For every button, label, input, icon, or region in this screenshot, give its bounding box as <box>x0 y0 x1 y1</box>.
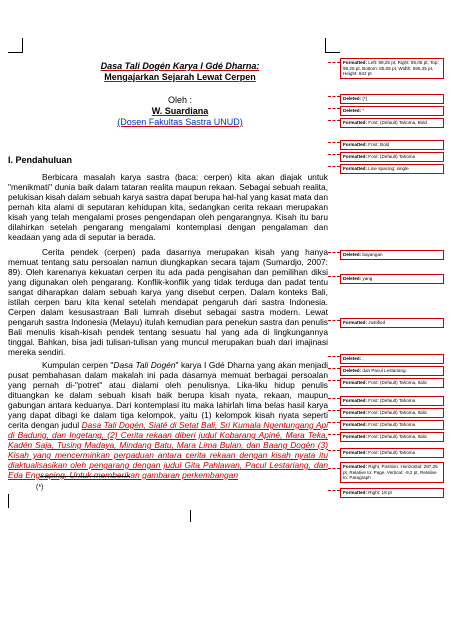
footnote-marker: (*) <box>36 484 44 491</box>
revision-leader-line <box>328 142 340 143</box>
revision-leader-line <box>328 96 340 97</box>
revision-balloon[interactable]: Formatted: Right: 18 pt <box>340 488 444 498</box>
paragraph-1: Berbicara masalah karya sastra (baca: cerpen) kita akan diajak untuk "menikmati" dunia baik dalam tataran realita maupun rekaan. Sebagai sebuah realita, pelukisan kisah dalam sebuah karya sastra dapat berupa hal-hal yang kasat mata dan pernah kita alami di seputaran kehidupan kita, sedangkan cerita rekaan merupakan kisah yang telah mengalami proses pengendapan oleh pengarangnya. Kisah itu baru dilahirkan setelah pengarang mengalami kontemplasi dengan pengalaman dan keadaan yang ada di seputar ia berada. <box>8 172 328 242</box>
page-corner-mark <box>325 38 340 53</box>
page-corner-mark <box>8 38 23 53</box>
revision-leader-line <box>328 490 340 491</box>
revision-balloon[interactable]: Formatted: Font: (Default) Tahoma <box>340 448 444 458</box>
revision-leader-line <box>328 468 340 469</box>
revision-balloon[interactable]: Deleted: yang <box>340 274 444 284</box>
cursor-mark <box>190 510 191 522</box>
revision-balloon[interactable]: Formatted: Font: (Default) Tahoma <box>340 396 444 406</box>
revision-balloon[interactable]: Formatted: Font: (Default) Tahoma, Italic <box>340 378 444 388</box>
author-affiliation: (Dosen Fakultas Sastra UNUD) <box>117 117 243 127</box>
revision-leader-line <box>328 398 340 399</box>
revision-leader-line <box>328 450 340 451</box>
revision-balloon[interactable]: Formatted: Font: (Default) Tahoma <box>340 152 444 162</box>
revision-leader-line <box>328 320 340 321</box>
revision-leader-line <box>328 166 340 167</box>
revision-balloon[interactable]: Deleted: bayangan <box>340 250 444 260</box>
footnote-separator <box>40 476 130 477</box>
revision-balloon[interactable]: Deleted: , <box>340 354 444 364</box>
revision-balloon[interactable]: Formatted: Font: (Default) Tahoma, Italic <box>340 432 444 442</box>
revision-balloon[interactable]: Formatted: Font: (Default) Tahoma, Italic <box>340 408 444 418</box>
change-bar <box>8 494 9 508</box>
revision-leader-line <box>328 434 340 435</box>
revision-leader-line <box>328 368 340 369</box>
revision-leader-line <box>328 62 340 63</box>
revision-balloon[interactable]: Formatted: Font: (Default) Tahoma <box>340 420 444 430</box>
revision-leader-line <box>328 276 340 277</box>
document-title: Dasa Tali Dogén Karya I Gdé Dharna: <box>100 61 260 71</box>
revision-leader-line <box>328 356 340 357</box>
revision-leader-line <box>328 380 340 381</box>
revision-balloon[interactable]: Formatted: Justified <box>340 318 444 328</box>
document-subtitle: Mengajarkan Sejarah Lewat Cerpen <box>104 72 256 82</box>
revision-balloon[interactable]: Deleted: dan Pacul Lestariang. <box>340 366 444 376</box>
revision-leader-line <box>328 252 340 253</box>
revision-leader-line <box>328 422 340 423</box>
revision-balloon[interactable]: Formatted: Right, Position: Horizontal: 297,25 pt, Relative to: Page, Vertical: -9,2 pt, Relative to: Paragraph <box>340 462 444 483</box>
revision-leader-line <box>328 410 340 411</box>
paragraph-3: Kumpulan cerpen "Dasa Tali Dogén" karya I Gdé Dharna yang akan menjadi pusat pembahasan dalam makalah ini pada dasarnya memuat berbagai persoalan yang pernah di-"potret" atau dialami oleh penulisnya. Lika-liku hidup penulis dituangkan ke dalam sebuah kisah baik berupa kisah nyata, rekaan, maupun gabungan antara keduanya. Dari kontemplasi itu maka lahirlah lima belas hasil karya yang dapat dibagi ke dalam tiga kelompok, yaitu (1) kelompok kisah nyata seperti cerita dengan judul Dasa Tali Dogén, Siaté di Setat Bali, Sri Kumala Ngentungang Api di Badung, dan Ingetang, (2) Cerita rekaan diberi judul Kobarang Apiné, Mara Teka, Kadén Saja, Tusing Madaya, Mindang Batu, Mara Lima Bulan, dan Baang Dogén (3) Kisah yang mencerminkan perpaduan antara cerita rekaan dengan kisah nyata itu diaktualisasikan oleh pengarang dengan judul Gita Pahlawan, Pacul Lestariang, dan Eda Engsaping. Untuk memberikan gambaran perkembangan <box>8 360 328 480</box>
revision-balloon[interactable]: Formatted: Left: 99,25 pt, Right: 85,05 pt, Top: 99,25 pt, Bottom: 85,05 pt, Width: 595,35 pt, Height: 842 pt <box>340 58 444 79</box>
revision-leader-line <box>328 154 340 155</box>
revision-balloon[interactable]: Formatted: Line spacing: single <box>340 164 444 174</box>
revision-balloon[interactable]: Deleted: (*) <box>340 94 444 104</box>
revision-balloon[interactable]: Formatted: Font: (Default) Tahoma, Bold <box>340 118 444 128</box>
revision-balloon[interactable]: Deleted: * <box>340 106 444 116</box>
paragraph-2: Cerita pendek (cerpen) pada dasarnya merupakan kisah yang hanya memuat tentang satu persoalan namun diungkapkan secara tajam (Sumardjo, 2007: 89). Oleh karenanya kekuatan cerpen itu ada pada pengisahan dan pemilihan diksi yang digunakan oleh pengarang. Konflik-konflik yang tidak terduga dan padat tentu sangat diharapkan dalam sebuah karya yang disebut cerpen. Dalam konteks Bali, istilah cerpen baru kita kenal setelah mendapat pengaruh dari sastra Indonesia. Cerpen dalam kesusastraan Bali lumrah disebut sebagai sastra modern. Lewat pengaruh sastra Indonesia (Melayu) itulah kemudian para penekun sastra dan penulis Bali menulis kisah-kisah pendek tentang sesuatu hal yang ada di lingkungannya tinggal. Bahkan, bisa jadi tulisan-tulisan yang muncul merupakan buah dari imajinasi mereka sendiri. <box>8 247 328 357</box>
revision-balloon[interactable]: Formatted: Font: Bold <box>340 140 444 150</box>
section-heading: I. Pendahuluan <box>8 155 73 165</box>
author-name: W. Suardiana <box>151 106 209 116</box>
revision-leader-line <box>328 108 340 109</box>
byline-oleh: Oleh : <box>167 95 192 105</box>
revision-leader-line <box>328 120 340 121</box>
